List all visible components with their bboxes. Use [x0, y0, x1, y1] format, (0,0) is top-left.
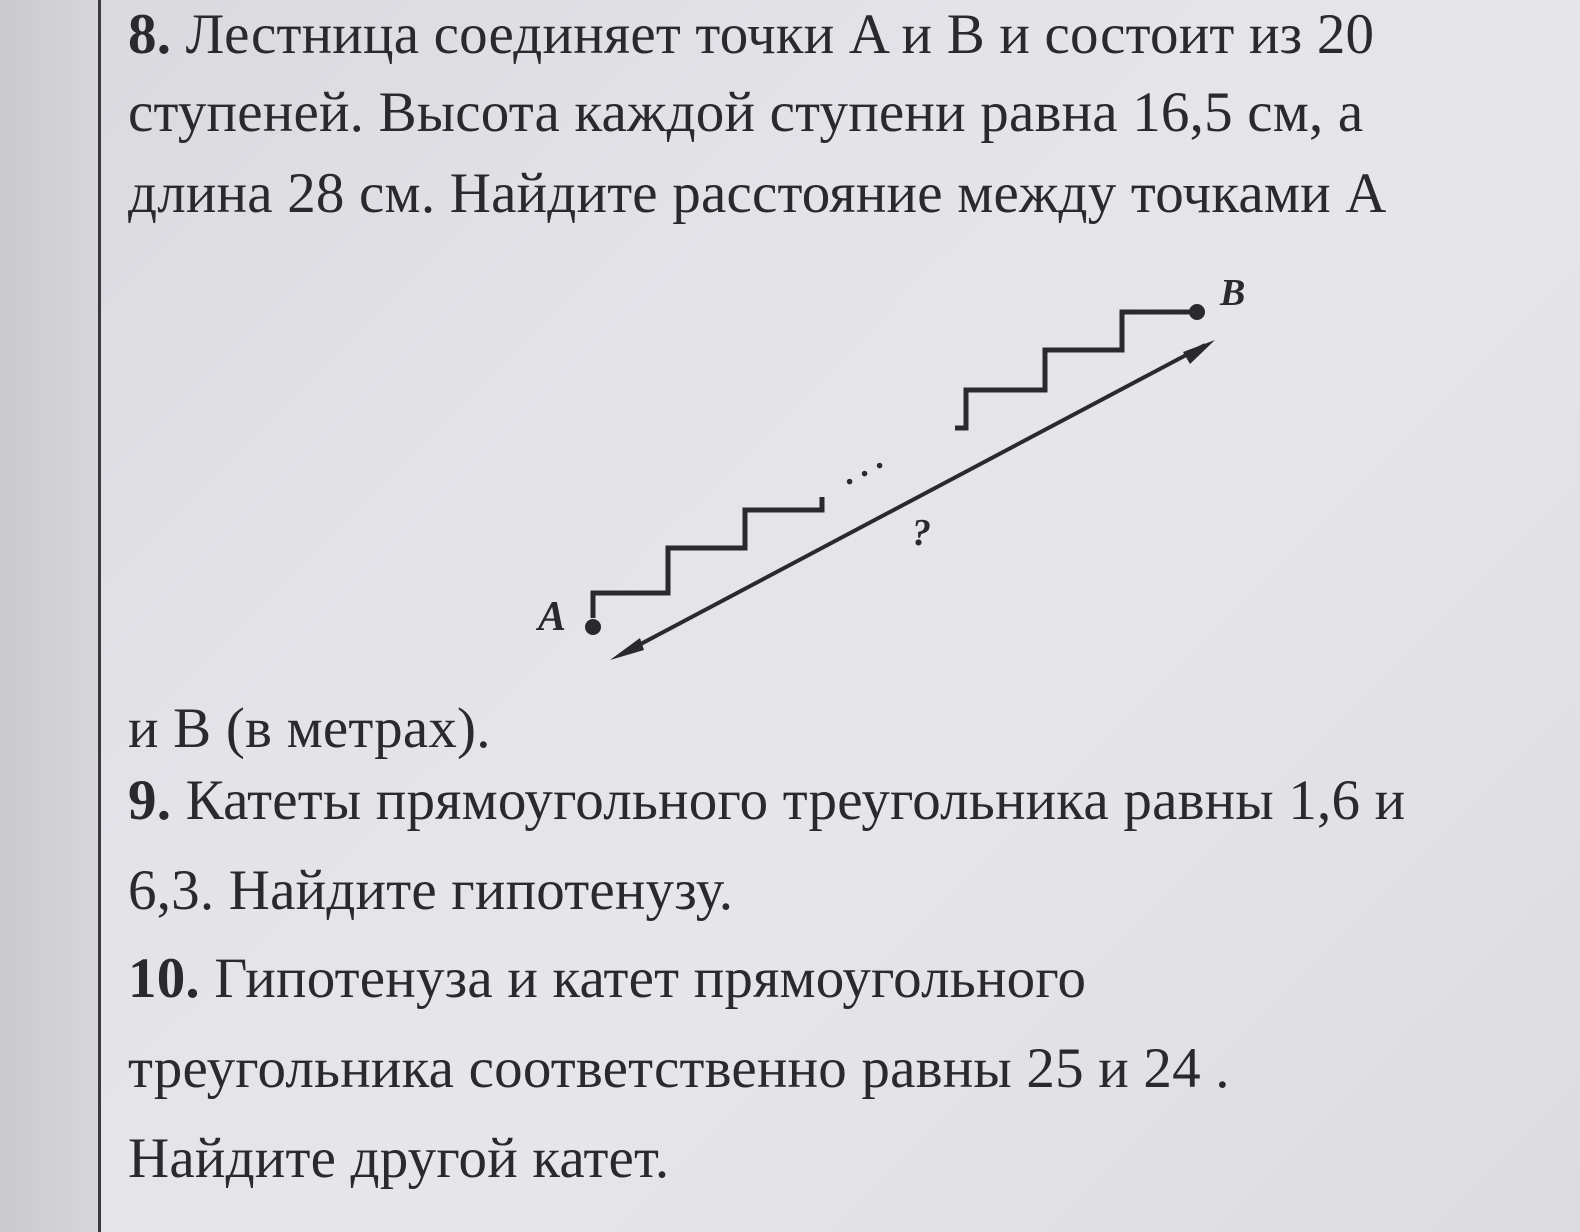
- problem-9-line-1: [128, 769, 1406, 832]
- problem-9-line-2: 6,3. Найдите гипотенузу.: [128, 859, 734, 922]
- problem-8-line-3: длина 28 см. Найдите расстояние между точками A: [128, 162, 1387, 225]
- problem-9-text-1: Катеты прямоугольного треугольника равны 1,6 и: [185, 769, 1406, 832]
- arrowhead-a: [610, 638, 644, 660]
- unknown-distance-label: ?: [912, 512, 931, 554]
- point-b-dot: [1189, 304, 1205, 320]
- distance-line: [620, 345, 1205, 655]
- problem-10-line-1: [128, 947, 1087, 1010]
- problem-8-number: 8.: [128, 3, 172, 66]
- problem-10-number: 10.: [128, 947, 200, 1010]
- problem-8-text-1: Лестница соединяет точки A и B и состоит из 20: [185, 3, 1375, 66]
- problem-10-line-3: Найдите другой катет.: [128, 1127, 670, 1190]
- problem-9-number: 9.: [128, 769, 172, 832]
- steps-ellipsis: . . .: [834, 439, 890, 493]
- point-a-dot: [585, 619, 601, 635]
- point-a-label: A: [538, 594, 567, 640]
- problem-10-text-1: Гипотенуза и катет прямоугольного: [214, 947, 1087, 1010]
- problem-8-line-2: ступеней. Высота каждой ступени равна 16,5 см, а: [128, 81, 1364, 144]
- problem-10-line-2: треугольника соответственно равны 25 и 24 .: [128, 1037, 1230, 1100]
- lower-steps: [593, 497, 822, 618]
- problem-8-line-4: и B (в метрах).: [128, 697, 491, 760]
- arrowhead-b: [1183, 340, 1215, 364]
- point-b-label: B: [1220, 272, 1246, 314]
